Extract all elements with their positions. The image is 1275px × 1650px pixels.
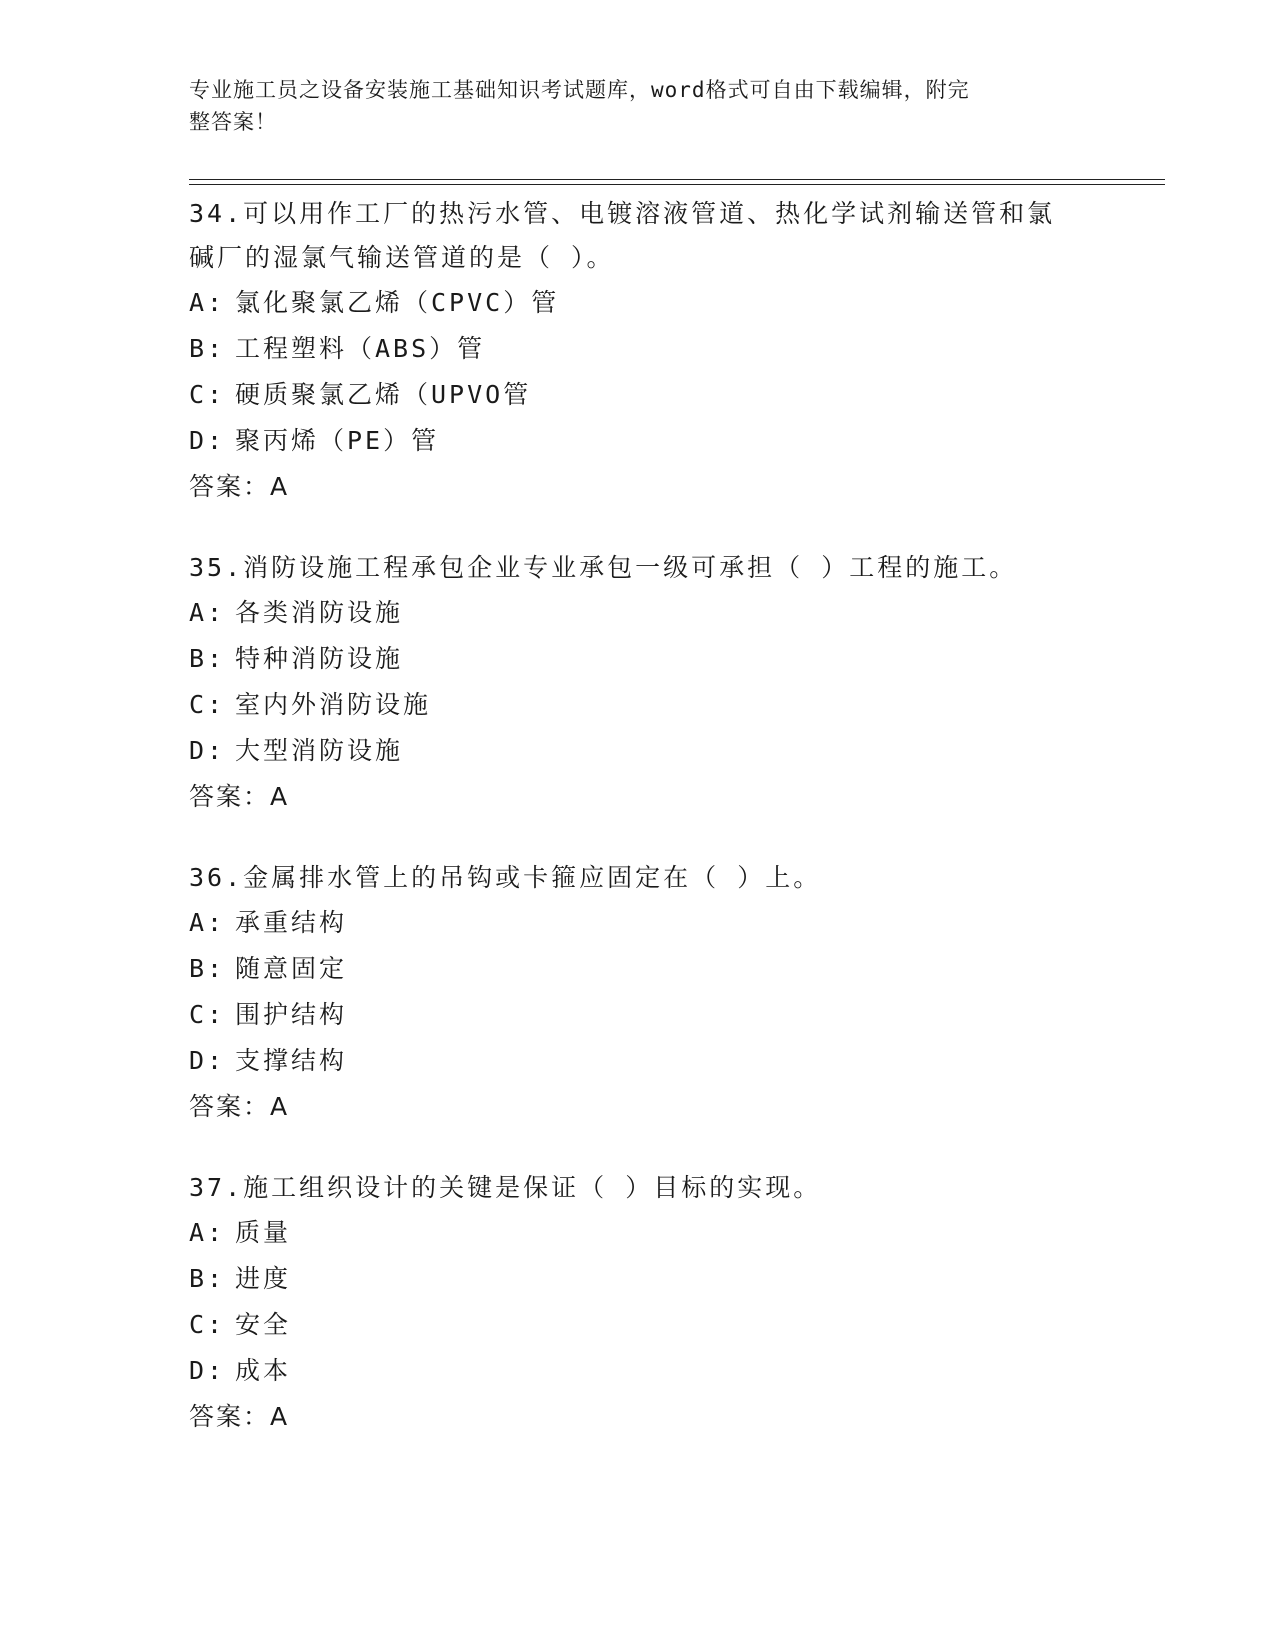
option-letter: C: <box>189 1310 226 1339</box>
option-letter: C: <box>189 690 226 719</box>
question-stem <box>189 1166 1089 1210</box>
option-text: 氯化聚氯乙烯（CPVC）管 <box>235 288 560 317</box>
header-line-1: 专业施工员之设备安装施工基础知识考试题库，word格式可自由下载编辑，附完 <box>189 78 970 102</box>
option-text: 围护结构 <box>235 1000 348 1029</box>
option-letter: B: <box>189 954 226 983</box>
question-stem-line: 36.金属排水管上的吊钩或卡箍应固定在（ ）上。 <box>189 863 822 892</box>
option-text: 安全 <box>235 1310 292 1339</box>
option-b <box>189 326 1149 372</box>
option-text: 工程塑料（ABS）管 <box>235 334 486 363</box>
option-letter: C: <box>189 380 226 409</box>
option-c <box>189 992 1149 1038</box>
header-divider-top <box>189 179 1165 180</box>
option-d <box>189 1348 1149 1394</box>
option-d <box>189 418 1149 464</box>
answer-line: 答案：A <box>189 1402 290 1431</box>
option-letter: A: <box>189 288 226 317</box>
option-b <box>189 636 1149 682</box>
option-text: 硬质聚氯乙烯（UPVO管 <box>235 380 532 409</box>
option-c <box>189 1302 1149 1348</box>
option-letter: B: <box>189 644 226 673</box>
option-text: 支撑结构 <box>235 1046 348 1075</box>
option-text: 承重结构 <box>235 908 348 937</box>
question-34 <box>189 192 1149 510</box>
question-stem-line: 34.可以用作工厂的热污水管、电镀溶液管道、热化学试剂输送管和氯 <box>189 199 1056 228</box>
option-a <box>189 280 1149 326</box>
option-letter: A: <box>189 908 226 937</box>
option-text: 大型消防设施 <box>235 736 404 765</box>
question-37 <box>189 1166 1149 1440</box>
option-a <box>189 590 1149 636</box>
option-b <box>189 946 1149 992</box>
question-stem-line: 35.消防设施工程承包企业专业承包一级可承担（ ）工程的施工。 <box>189 553 1018 582</box>
option-text: 各类消防设施 <box>235 598 404 627</box>
option-d <box>189 728 1149 774</box>
question-36 <box>189 856 1149 1130</box>
question-stem <box>189 192 1089 280</box>
question-list <box>189 192 1149 1476</box>
question-stem <box>189 546 1089 590</box>
option-letter: D: <box>189 1356 226 1385</box>
answer-line: 答案：A <box>189 472 290 501</box>
header-divider-bottom <box>189 184 1165 185</box>
option-b <box>189 1256 1149 1302</box>
question-stem-line: 碱厂的湿氯气输送管道的是（ ）。 <box>189 243 615 272</box>
option-d <box>189 1038 1149 1084</box>
question-stem <box>189 856 1089 900</box>
option-text: 成本 <box>235 1356 292 1385</box>
header-line-2: 整答案！ <box>189 110 277 134</box>
option-text: 特种消防设施 <box>235 644 404 673</box>
option-letter: A: <box>189 598 226 627</box>
option-letter: D: <box>189 736 226 765</box>
question-stem-line: 37.施工组织设计的关键是保证（ ）目标的实现。 <box>189 1173 822 1202</box>
option-text: 室内外消防设施 <box>235 690 432 719</box>
option-letter: D: <box>189 1046 226 1075</box>
option-text: 进度 <box>235 1264 292 1293</box>
option-letter: D: <box>189 426 226 455</box>
option-text: 随意固定 <box>235 954 348 983</box>
option-a <box>189 1210 1149 1256</box>
option-c <box>189 372 1149 418</box>
option-a <box>189 900 1149 946</box>
option-text: 质量 <box>235 1218 292 1247</box>
question-35 <box>189 546 1149 820</box>
option-letter: B: <box>189 334 226 363</box>
document-header <box>189 74 1089 138</box>
option-c <box>189 682 1149 728</box>
answer-line: 答案：A <box>189 1092 290 1121</box>
option-letter: A: <box>189 1218 226 1247</box>
option-letter: B: <box>189 1264 226 1293</box>
option-text: 聚丙烯（PE）管 <box>235 426 440 455</box>
option-letter: C: <box>189 1000 226 1029</box>
answer-line: 答案：A <box>189 782 290 811</box>
